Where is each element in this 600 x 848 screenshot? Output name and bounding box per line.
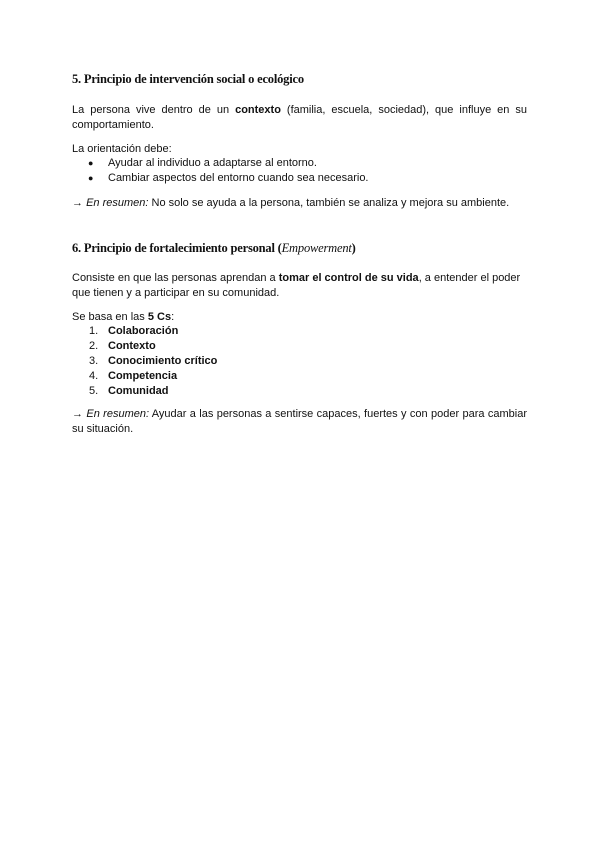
summary-label: En resumen: [86, 408, 150, 420]
section-6-heading-text: 6. Principio de fortalecimiento personal ( [72, 241, 282, 255]
list-number: 3. [89, 355, 99, 367]
summary-text: No solo se ayuda a la persona, también se analiza y mejora su ambiente. [148, 197, 510, 209]
list-item-label: Competencia [108, 370, 178, 382]
summary-label: En resumen: [86, 197, 149, 209]
basis-label [72, 310, 527, 325]
basis-colon: : [171, 311, 175, 323]
summary-text: Ayudar a las personas a sentirse capaces, fuertes y con poder para cambiar su situación. [72, 408, 527, 435]
context-keyword: contexto [235, 104, 281, 116]
list-item [72, 369, 527, 384]
list-item [72, 171, 527, 186]
orientation-list [72, 156, 527, 186]
section-6-paragraph-text: Consiste en que las personas aprendan a [72, 272, 279, 284]
list-item-text: Cambiar aspectos del entorno cuando sea necesario. [108, 172, 369, 184]
list-item-label: Contexto [108, 340, 156, 352]
section-6-summary [72, 407, 527, 437]
list-item [72, 384, 527, 399]
control-keyword: tomar el control de su vida [278, 272, 419, 284]
five-cs-list [72, 324, 527, 399]
section-5-paragraph-text: La persona vive dentro de un [72, 104, 236, 116]
list-number: 4. [89, 370, 99, 382]
section-6-heading [72, 241, 527, 256]
list-number: 5. [89, 385, 99, 397]
list-item [72, 339, 527, 354]
list-item-label: Comunidad [108, 385, 169, 397]
orientation-label: La orientación debe: [72, 143, 172, 155]
section-5-paragraph [72, 103, 527, 133]
list-item [72, 156, 527, 171]
arrow-icon: → [72, 197, 87, 209]
five-cs-keyword: 5 Cs [147, 311, 172, 323]
arrow-icon: → [72, 408, 87, 420]
list-item [72, 354, 527, 369]
section-5-heading: 5. Principio de intervención social o ecológico [72, 72, 304, 86]
section-6-paragraph [72, 271, 527, 301]
list-item-text: Ayudar al individuo a adaptarse al entorno. [108, 157, 317, 169]
section-5-paragraph-text-end: (familia, escuela, sociedad), que influye en su comportamiento. [72, 104, 527, 131]
section-6-paragraph-text-end: , a entender el poder que tienen y a participar en su comunidad. [72, 272, 521, 299]
empowerment-term: Empowerment [281, 241, 352, 255]
list-number: 2. [89, 340, 99, 352]
basis-text: Se basa en las [72, 311, 148, 323]
bullet-icon: ● [88, 173, 94, 183]
list-item-label: Conocimiento crítico [108, 355, 218, 367]
list-number: 1. [89, 325, 99, 337]
section-5-summary [72, 196, 527, 211]
bullet-icon: ● [88, 158, 94, 168]
list-item [72, 324, 527, 339]
list-item-label: Colaboración [108, 325, 179, 337]
section-6-heading-close: ) [351, 241, 356, 255]
